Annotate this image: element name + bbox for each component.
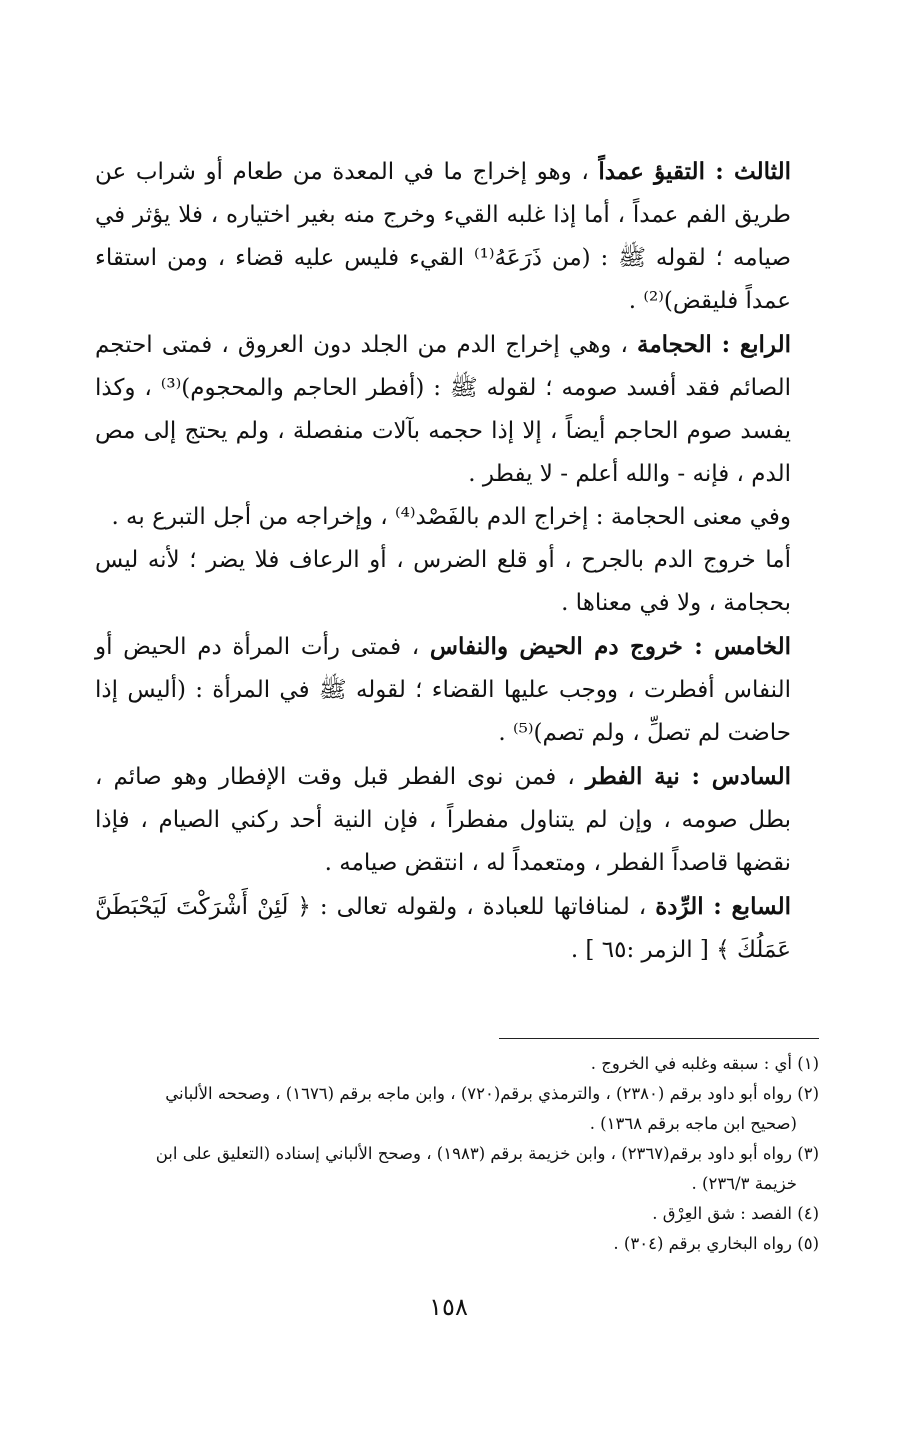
footnote-5: (٥) رواه البخاري برقم (٣٠٤) . xyxy=(613,1234,819,1253)
heading-menstruation: الخامس : خروج دم الحيض والنفاس xyxy=(429,633,792,660)
page-number: ١٥٨ xyxy=(429,1293,468,1321)
heading-cupping: الرابع : الحجامة xyxy=(637,331,791,358)
heading-apostasy: السابع : الرِّدة xyxy=(655,893,792,920)
footnote-3: (٣) رواه أبو داود برقم(٢٣٦٧) ، وابن خزيمة برقم (١٩٨٣) ، وصحح الألباني إسناده (التعليق على ابن xyxy=(155,1144,819,1163)
text-menstruation: ، فمتى رأت المرأة دم الحيض أو النفاس أفطرت ، ووجب عليها القضاء ؛ لقوله ﷺ في المرأة : (أليس إذا حاضت لم تصلِّ ، ولم تصم)⁽⁵⁾ . xyxy=(95,634,791,746)
footnote-divider xyxy=(499,1038,819,1039)
paragraph-vomiting xyxy=(95,150,819,323)
text-intention: ، فمن نوى الفطر قبل وقت الإفطار وهو صائم ، بطل صومه ، وإن لم يتناول مفطراً ، فإن النية أحد ركني الصيام ، فإذا نقضها قاصداً الفطر ، ومتعمداً له ، انتقض صيامه . xyxy=(95,764,791,876)
main-text xyxy=(95,150,819,972)
text-vomiting: ، وهو إخراج ما في المعدة من طعام أو شراب عن طريق الفم عمداً ، أما إذا غلبه القيء وخرج منه بغير اختياره ، فلا يؤثر في صيامه ؛ لقوله ﷺ : (من ذَرَعَهُ⁽¹⁾ القيء فليس عليه قضاء ، ومن استقاء عمداً فليقض)⁽²⁾ . xyxy=(95,159,791,314)
footnote-2: (٢) رواه أبو داود برقم (٢٣٨٠) ، والترمذي برقم(٧٢٠) ، وابن ماجه برقم (١٦٧٦) ، وصححه الألباني xyxy=(165,1084,819,1103)
paragraph-menstruation xyxy=(95,625,819,755)
footnote-1: (١) أي : سبقه وغلبه في الخروج . xyxy=(590,1054,819,1073)
footnote-4: (٤) الفصد : شق العِرْق . xyxy=(652,1204,819,1223)
text-bleeding: أما خروج الدم بالجرح ، أو قلع الضرس ، أو الرعاف فلا يضر ؛ لأنه ليس بحجامة ، ولا في معناها . xyxy=(95,547,791,616)
paragraph-bleeding xyxy=(95,539,819,625)
paragraph-cupping xyxy=(95,323,819,496)
text-bloodletting: وفي معنى الحجامة : إخراج الدم بالفَصْد⁽⁴⁾ ، وإخراجه من أجل التبرع به . xyxy=(111,504,791,530)
paragraph-bloodletting xyxy=(95,496,819,539)
footnote-2-continuation: (صحيح ابن ماجه برقم ١٣٦٨) . xyxy=(589,1114,797,1133)
paragraph-apostasy xyxy=(95,885,819,972)
text-cupping: ، وهي إخراج الدم من الجلد دون العروق ، فمتى احتجم الصائم فقد أفسد صومه ؛ لقوله ﷺ : (أفطر الحاجم والمحجوم)⁽³⁾ ، وكذا يفسد صوم الحاجم أيضاً ، إلا إذا حجمه بآلات منفصلة ، ولم يحتج إلى مص الدم ، فإنه - والله أعلم - لا يفطر . xyxy=(95,332,791,487)
heading-intention: السادس : نية الفطر xyxy=(585,763,791,790)
text-apostasy: ، لمنافاتها للعبادة ، ولقوله تعالى : ﴿ لَئِنْ أَشْرَكْتَ لَيَحْبَطَنَّ عَمَلُكَ ﴾ [ الزمر :٦٥ ] . xyxy=(95,894,791,963)
heading-vomiting: الثالث : التقيؤ عمداً xyxy=(598,158,791,185)
paragraph-intention xyxy=(95,755,819,885)
footnotes xyxy=(95,1038,819,1259)
footnote-3-continuation: خزيمة ٢٣٦/٣) . xyxy=(691,1174,797,1193)
